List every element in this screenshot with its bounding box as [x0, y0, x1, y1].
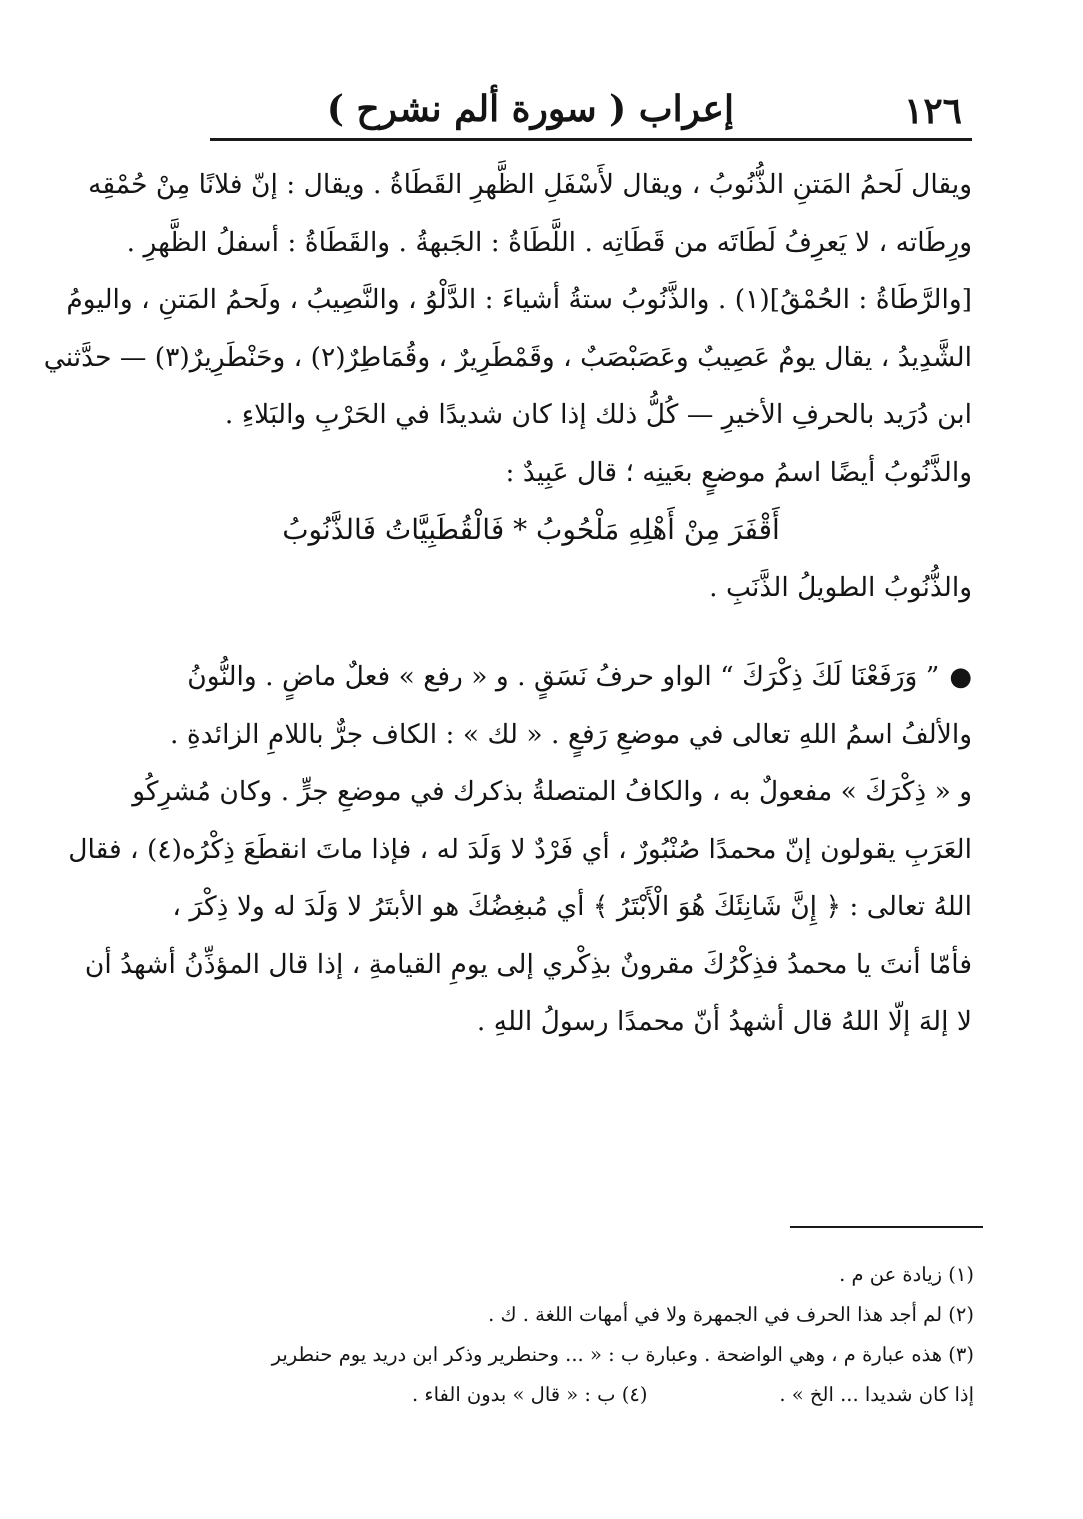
text-line: العَرَبِ يقولون إنّ محمدًا صُنْبُورٌ ، أي فَرْدٌ لا وَلَدَ له ، فإذا ماتَ انقطَعَ ذِكْرُه(٤) ، فقال: [68, 833, 972, 865]
footnotes: [232, 1255, 974, 1415]
main-text: [43, 156, 972, 1051]
text-line: اللهُ تعالى : ﴿ إِنَّ شَانِئَكَ هُوَ الْأَبْتَرُ ﴾ أي مُبغِضُكَ هو الأبتَرُ لا وَلَدَ له ولا ذِكْرَ ،: [172, 891, 972, 922]
footnote-divider: [790, 1226, 983, 1228]
text-line: [187, 648, 972, 706]
text-line: و « ذِكْرَكَ » مفعولٌ به ، والكافُ المتصلةُ بذكرك في موضعِ جرٍّ . وكان مُشرِكُو: [132, 776, 972, 807]
paragraph-gap: [210, 616, 972, 648]
text-line: الشَّدِيدُ ، يقال يومٌ عَصِيبٌ وعَصَبْصَبٌ ، وقَمْطَرِيرٌ ، وقُمَاطِرٌ(٢) ، وحَنْطَرِيرٌ(٣) — حدَّثني: [43, 341, 972, 373]
text-line: [والرَّطَاةُ : الحُمْقُ](١) . والذَّنُوبُ ستةُ أشياءَ : الدَّلْوُ ، والنَّصِيبُ ، ولَحمُ المَتنِ ، واليومُ: [66, 284, 972, 315]
running-title: إعراب ( سورة ألم نشرح ): [326, 88, 734, 130]
text-line: ويقال لَحمُ المَتنِ الذُّنُوبُ ، ويقال لأَسْفَلِ الظَّهرِ القَطَاةُ . ويقال : إنّ فلانًا مِنْ حُمْقِه: [88, 169, 972, 200]
text-line: لا إلهَ إلّا اللهُ قال أشهدُ أنّ محمدًا رسولُ اللهِ .: [476, 1006, 972, 1037]
text-line: والألفُ اسمُ اللهِ تعالى في موضعِ رَفعٍ . « لك » : الكاف جرٌّ باللامِ الزائدةِ .: [170, 718, 972, 750]
footnote-row: [232, 1375, 974, 1415]
text-line: ابن دُرَيد بالحرفِ الأخيرِ — كُلُّ ذلك إذا كان شديدًا في الحَرْبِ والبَلاءِ .: [224, 399, 972, 430]
poetry-verse: أَقْفَرَ مِنْ أَهْلِهِ مَلْحُوبُ * فَالْقُطَبِيَّاتُ فَالذَّنُوبُ: [282, 513, 780, 546]
text-line: ورِطَاته ، لا يَعرِفُ لَطَاتَه من قَطَاتِه . اللَّطَاةُ : الجَبهةُ . والقَطَاةُ : أسفلُ الظَّهرِ .: [126, 226, 972, 258]
verse-heading-line: ” وَرَفَعْنَا لَكَ ذِكْرَكَ “ الواو حرفُ نَسَقٍ . و « رفع » فعلٌ ماضٍ . والنُّونُ: [187, 661, 940, 692]
bullet-icon: ●: [949, 662, 972, 692]
footnote-3-continuation: إذا كان شديدا ... الخ » .: [779, 1383, 974, 1406]
footnote-1: (١) زيادة عن م .: [839, 1263, 974, 1286]
footnote-3: (٣) هذه عبارة م ، وهي الواضحة . وعبارة ب : « ... وحنطرير وذكر ابن دريد يوم حنطرير: [271, 1343, 974, 1366]
footnote-2: (٢) لم أجد هذا الحرف في الجمهرة ولا في أمهات اللغة . ك .: [488, 1303, 974, 1326]
text-line: فأمّا أنتَ يا محمدُ فذِكْرُكَ مقرونٌ بذِكْري إلى يومِ القيامةِ ، إذا قال المؤذِّنُ أشهدُ أن: [84, 948, 972, 980]
footnote-4: (٤) ب : « قال » بدون الفاء .: [412, 1383, 648, 1406]
page-header: [210, 86, 972, 141]
text-line: والذُّنُوبُ الطويلُ الذَّنَبِ .: [709, 571, 972, 603]
page-number: ١٢٦: [903, 90, 962, 132]
text-line: والذَّنُوبُ أيضًا اسمُ موضعٍ بعَينِه ؛ قال عَبِيدٌ :: [505, 456, 972, 488]
